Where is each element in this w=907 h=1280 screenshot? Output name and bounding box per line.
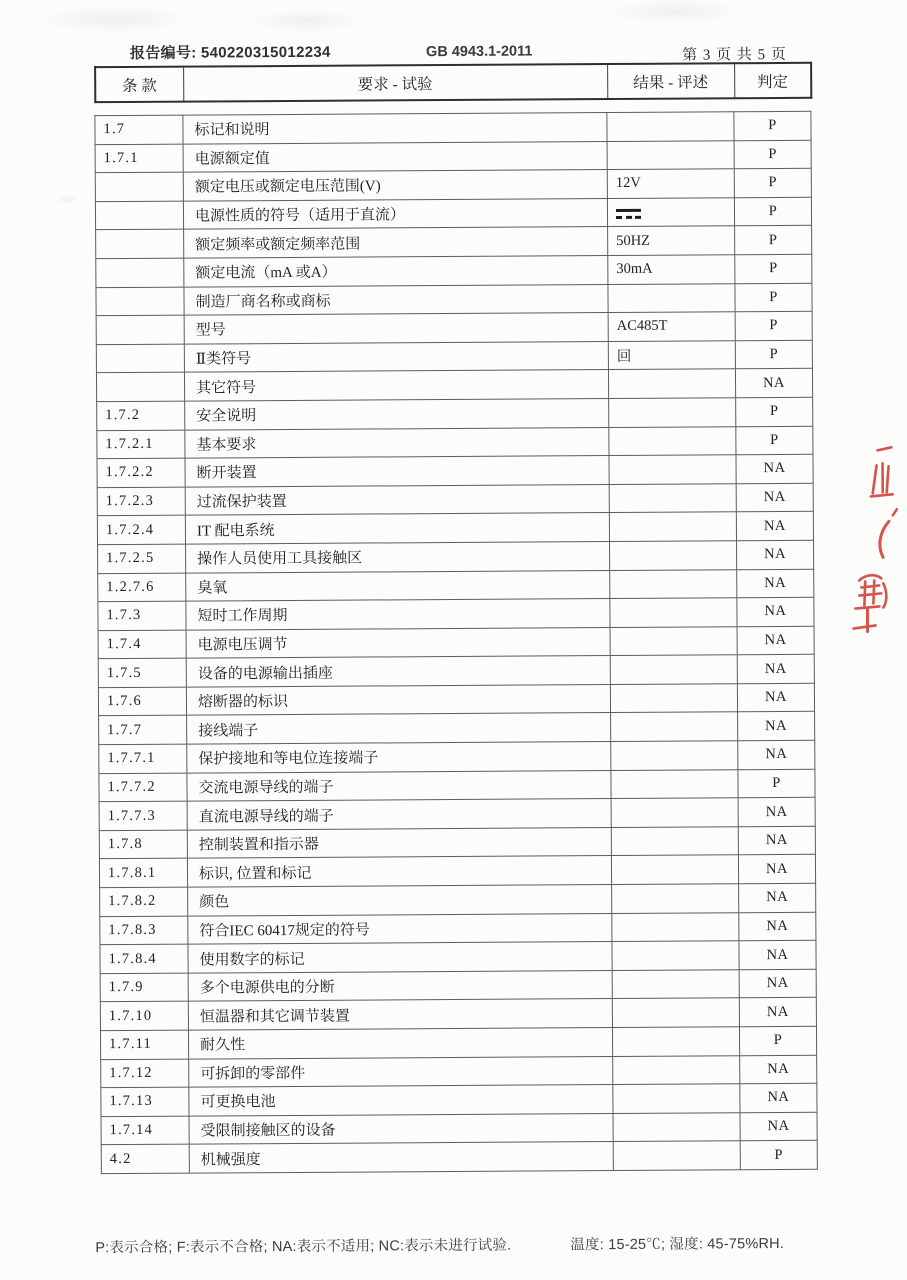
clause-cell: 1.7.2.2 xyxy=(97,458,185,487)
result-cell xyxy=(612,998,739,1027)
result-cell xyxy=(613,1113,740,1142)
requirement-cell: Ⅱ类符号 xyxy=(184,341,608,372)
table-row xyxy=(100,1026,816,1059)
clause-cell: 1.7.7.3 xyxy=(99,801,187,830)
table-row xyxy=(96,340,812,373)
verdict-cell: NA xyxy=(740,1083,817,1112)
verdict-cell: NA xyxy=(740,1055,817,1084)
verdict-cell: P xyxy=(739,1026,816,1055)
clause-cell: 1.7.3 xyxy=(98,601,186,630)
clause-cell: 1.7.8.3 xyxy=(100,916,188,945)
verdict-cell: NA xyxy=(737,540,814,569)
result-cell xyxy=(610,684,737,713)
clause-cell xyxy=(96,258,184,287)
clause-cell: 1.7.2.3 xyxy=(97,487,185,516)
result-cell: 30mA xyxy=(608,255,735,284)
result-cell xyxy=(611,712,738,741)
result-cell xyxy=(611,769,738,798)
report-number-label: 报告编号: xyxy=(129,44,197,62)
result-cell xyxy=(612,884,739,913)
table-row xyxy=(101,1055,817,1088)
clause-cell: 1.7.8.1 xyxy=(99,859,187,888)
requirement-cell: 符合IEC 60417规定的符号 xyxy=(188,913,612,944)
verdict-cell: NA xyxy=(739,912,816,941)
table-row xyxy=(100,998,816,1031)
clause-cell xyxy=(96,344,184,373)
verdict-cell: NA xyxy=(737,569,814,598)
report-table-body xyxy=(95,111,817,1173)
footer-conditions: 温度: 15-25℃; 湿度: 45-75%RH. xyxy=(570,1235,785,1254)
table-row xyxy=(95,111,811,144)
requirement-cell: 标识, 位置和标记 xyxy=(187,856,611,887)
requirement-cell: 恒温器和其它调节装置 xyxy=(188,999,612,1030)
verdict-cell: P xyxy=(735,226,812,255)
requirement-cell: 电源额定值 xyxy=(183,141,607,172)
report-number-line xyxy=(130,41,331,63)
table-row xyxy=(98,655,814,688)
verdict-cell: P xyxy=(735,254,812,283)
red-margin-annotation xyxy=(844,435,906,640)
table-row xyxy=(100,883,816,916)
requirement-cell: 控制装置和指示器 xyxy=(187,827,611,858)
page-indicator: 第 3 页 共 5 页 xyxy=(681,46,787,64)
dc-symbol-icon xyxy=(616,209,641,219)
clause-cell xyxy=(96,230,184,259)
requirement-cell: IT 配电系统 xyxy=(185,513,609,544)
requirement-cell: 额定电流（mA 或A） xyxy=(184,256,608,287)
requirement-cell: 颜色 xyxy=(188,885,612,916)
clause-cell: 1.7.2.5 xyxy=(98,544,186,573)
table-row xyxy=(98,626,814,659)
requirement-cell: 过流保护装置 xyxy=(185,484,609,515)
result-cell xyxy=(612,941,739,970)
result-cell xyxy=(607,140,734,169)
table-row xyxy=(98,597,814,630)
verdict-cell: P xyxy=(734,168,811,197)
clause-cell xyxy=(96,315,184,344)
result-cell xyxy=(612,912,739,941)
requirement-cell: 机械强度 xyxy=(189,1142,613,1173)
table-row xyxy=(101,1112,817,1145)
verdict-cell: NA xyxy=(739,998,816,1027)
result-cell xyxy=(610,626,737,655)
clause-cell: 1.7.5 xyxy=(98,658,186,687)
result-cell xyxy=(611,855,738,884)
clause-cell: 1.2.7.6 xyxy=(98,573,186,602)
requirement-cell: 使用数字的标记 xyxy=(188,942,612,973)
header-row xyxy=(95,63,811,102)
verdict-cell: NA xyxy=(739,969,816,998)
verdict-cell: NA xyxy=(735,369,812,398)
requirement-cell: 型号 xyxy=(184,313,608,344)
requirement-cell: 耐久性 xyxy=(188,1028,612,1059)
result-cell xyxy=(609,398,736,427)
scan-smudge xyxy=(36,4,196,35)
table-row xyxy=(97,454,813,487)
requirement-cell: 操作人员使用工具接触区 xyxy=(186,541,610,572)
requirement-cell: 接线端子 xyxy=(187,713,611,744)
clause-cell: 1.7.2.4 xyxy=(97,515,185,544)
requirement-cell: 交流电源导线的端子 xyxy=(187,770,611,801)
clause-cell xyxy=(96,287,184,316)
verdict-cell: NA xyxy=(739,941,816,970)
verdict-cell: NA xyxy=(740,1112,817,1141)
clause-cell: 1.7.2.1 xyxy=(97,430,185,459)
table-row xyxy=(97,397,813,430)
clause-cell xyxy=(95,201,183,230)
requirement-cell: 直流电源导线的端子 xyxy=(187,799,611,830)
class-ii-symbol-icon: 回 xyxy=(608,341,735,370)
table-row xyxy=(97,483,813,516)
result-cell xyxy=(613,1084,740,1113)
clause-cell: 1.7.1 xyxy=(95,144,183,173)
clause-cell: 1.7.8.2 xyxy=(100,887,188,916)
requirement-cell: 电源电压调节 xyxy=(186,627,610,658)
clause-cell: 1.7.12 xyxy=(101,1059,189,1088)
header-verdict: 判定 xyxy=(734,63,811,98)
requirement-cell: 可更换电池 xyxy=(189,1085,613,1116)
report-table xyxy=(94,111,817,1174)
result-cell: 12V xyxy=(607,169,734,198)
result-cell xyxy=(609,512,736,541)
table-row xyxy=(99,740,815,773)
requirement-cell: 受限制接触区的设备 xyxy=(189,1113,613,1144)
result-cell xyxy=(609,483,736,512)
table-row xyxy=(99,855,815,888)
clause-cell: 1.7.8.4 xyxy=(100,944,188,973)
result-cell xyxy=(613,1141,740,1170)
verdict-cell: NA xyxy=(738,826,815,855)
header-result: 结果 - 评述 xyxy=(607,63,734,99)
report-number-value: 540220315012234 xyxy=(200,43,331,62)
table-row xyxy=(101,1141,817,1174)
verdict-cell: NA xyxy=(737,655,814,684)
requirement-cell: 多个电源供电的分断 xyxy=(188,970,612,1001)
table-row xyxy=(100,969,816,1002)
result-cell xyxy=(609,426,736,455)
table-row xyxy=(99,712,815,745)
table-row xyxy=(97,426,813,459)
clause-cell: 4.2 xyxy=(101,1144,189,1173)
requirement-cell: 设备的电源输出插座 xyxy=(186,656,610,687)
verdict-cell: NA xyxy=(736,512,813,541)
requirement-cell: 可拆卸的零部件 xyxy=(189,1056,613,1087)
verdict-cell: NA xyxy=(737,597,814,626)
requirement-cell: 安全说明 xyxy=(185,398,609,429)
result-cell xyxy=(611,741,738,770)
result-cell xyxy=(608,283,735,312)
verdict-cell: P xyxy=(734,111,811,140)
requirement-cell: 臭氧 xyxy=(186,570,610,601)
table-row xyxy=(95,140,811,173)
verdict-cell: NA xyxy=(738,798,815,827)
footer-legend: P:表示合格; F:表示不合格; NA:表示不适用; NC:表示未进行试验. xyxy=(95,1237,512,1257)
table-row xyxy=(101,1083,817,1116)
result-cell xyxy=(610,598,737,627)
result-cell xyxy=(612,1027,739,1056)
clause-cell: 1.7.6 xyxy=(98,687,186,716)
table-row xyxy=(96,283,812,316)
table-row xyxy=(98,569,814,602)
clause-cell: 1.7.13 xyxy=(101,1087,189,1116)
table-row xyxy=(98,540,814,573)
verdict-cell: P xyxy=(734,140,811,169)
scan-smudge xyxy=(246,9,366,34)
verdict-cell: NA xyxy=(738,712,815,741)
requirement-cell: 制造厂商名称或商标 xyxy=(184,284,608,315)
verdict-cell: P xyxy=(734,197,811,226)
result-cell xyxy=(610,655,737,684)
result-cell xyxy=(612,970,739,999)
result-cell xyxy=(609,455,736,484)
clause-cell: 1.7.7.2 xyxy=(99,773,187,802)
clause-cell xyxy=(95,172,183,201)
verdict-cell: P xyxy=(735,283,812,312)
clause-cell: 1.7.14 xyxy=(101,1116,189,1145)
table-row xyxy=(100,941,816,974)
table-row xyxy=(96,226,812,259)
table-row xyxy=(97,512,813,545)
verdict-cell: NA xyxy=(738,740,815,769)
requirement-cell: 基本要求 xyxy=(185,427,609,458)
clause-cell: 1.7 xyxy=(95,115,183,144)
clause-cell: 1.7.7 xyxy=(99,716,187,745)
result-cell xyxy=(607,198,734,227)
requirement-cell: 熔断器的标识 xyxy=(186,684,610,715)
table-row xyxy=(95,197,811,230)
header-requirement: 要求 - 试验 xyxy=(183,64,607,102)
clause-cell: 1.7.7.1 xyxy=(99,744,187,773)
result-cell: 50HZ xyxy=(608,226,735,255)
table-row xyxy=(98,683,814,716)
result-cell: AC485T xyxy=(608,312,735,341)
verdict-cell: P xyxy=(735,340,812,369)
scan-smudge xyxy=(57,194,79,204)
verdict-cell: P xyxy=(736,426,813,455)
clause-cell xyxy=(96,372,184,401)
verdict-cell: P xyxy=(740,1141,817,1170)
table-row xyxy=(99,769,815,802)
clause-cell: 1.7.8 xyxy=(99,830,187,859)
verdict-cell: NA xyxy=(736,454,813,483)
table-row xyxy=(96,369,812,402)
requirement-cell: 短时工作周期 xyxy=(186,599,610,630)
verdict-cell: P xyxy=(735,311,812,340)
clause-cell: 1.7.2 xyxy=(97,401,185,430)
verdict-cell: NA xyxy=(737,683,814,712)
requirement-cell: 额定频率或额定频率范围 xyxy=(184,227,608,258)
clause-cell: 1.7.9 xyxy=(100,973,188,1002)
requirement-cell: 额定电压或额定电压范围(V) xyxy=(183,170,607,201)
scan-smudge xyxy=(606,0,746,25)
verdict-cell: NA xyxy=(739,883,816,912)
requirement-cell: 其它符号 xyxy=(184,370,608,401)
header-clause: 条 款 xyxy=(95,67,183,103)
verdict-cell: P xyxy=(738,769,815,798)
verdict-cell: NA xyxy=(736,483,813,512)
clause-cell: 1.7.11 xyxy=(100,1030,188,1059)
requirement-cell: 标记和说明 xyxy=(183,113,607,144)
clause-cell: 1.7.10 xyxy=(100,1002,188,1031)
result-cell xyxy=(610,569,737,598)
table-row xyxy=(100,912,816,945)
table-row xyxy=(96,254,812,287)
requirement-cell: 保护接地和等电位连接端子 xyxy=(187,742,611,773)
verdict-cell: NA xyxy=(737,626,814,655)
table-row xyxy=(99,798,815,831)
table-row xyxy=(99,826,815,859)
result-cell xyxy=(607,112,734,141)
result-cell xyxy=(608,369,735,398)
verdict-cell: P xyxy=(736,397,813,426)
result-cell xyxy=(611,798,738,827)
clause-cell: 1.7.4 xyxy=(98,630,186,659)
result-cell xyxy=(610,541,737,570)
verdict-cell: NA xyxy=(738,855,815,884)
table-row xyxy=(96,311,812,344)
table-row xyxy=(95,168,811,201)
standard-title: GB 4943.1-2011 xyxy=(425,43,533,61)
requirement-cell: 断开装置 xyxy=(185,456,609,487)
result-cell xyxy=(611,827,738,856)
report-table-header xyxy=(94,62,812,103)
requirement-cell: 电源性质的符号（适用于直流） xyxy=(183,198,607,229)
result-cell xyxy=(613,1055,740,1084)
